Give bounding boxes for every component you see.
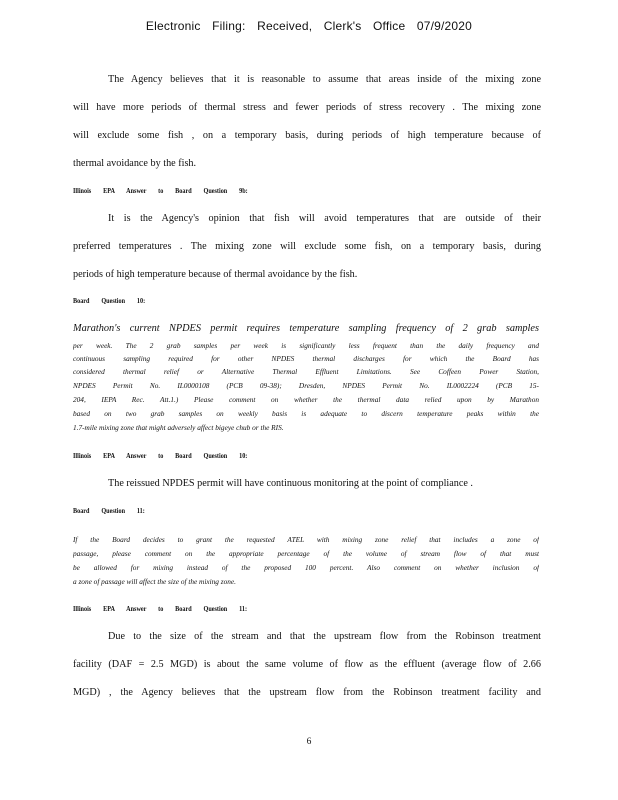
question-line: NPDES Permit No. IL0000108 (PCB 09-38); Dresden, NPDES Permit No. IL0002224 (PCB 15- — [73, 381, 539, 390]
paragraph-line: Due to the size of the stream and that the upstream flow from the Robinson treatment — [108, 631, 541, 642]
paragraph-line: The reissued NPDES permit will have continuous monitoring at the point of compliance . — [108, 478, 473, 489]
paragraph-line: facility (DAF = 2.5 MGD) is about the same volume of flow as the effluent (average flow of 2.66 — [73, 659, 541, 670]
paragraph-line: preferred temperatures . The mixing zone will exclude some fish, on a temporary basis, during — [73, 241, 541, 252]
question-line: Marathon's current NPDES permit requires temperature sampling frequency of 2 grab samples — [73, 323, 539, 334]
question-line: based on two grab samples on weekly basis is adequate to discern temperature peaks within the — [73, 409, 539, 418]
question-line: continuous sampling required for other NPDES thermal discharges for which the Board has — [73, 354, 539, 363]
question-line: be allowed for mixing instead of the proposed 100 percent. Also comment on whether inclusion of — [73, 563, 539, 572]
question-line: a zone of passage will affect the size of the mixing zone. — [73, 577, 236, 586]
question-line: If the Board decides to grant the requested ATEL with mixing zone relief that includes a zone of — [73, 535, 539, 544]
paragraph-line: will exclude some fish , on a temporary basis, during periods of high temperature because of — [73, 130, 541, 141]
question-line: per week. The 2 grab samples per week is significantly less frequent than the daily frequency and — [73, 341, 539, 350]
paragraph-line: thermal avoidance by the fish. — [73, 158, 197, 169]
page-number: 6 — [306, 737, 312, 747]
answer-label-11: Illinois EPA Answer to Board Question 11: — [73, 605, 248, 613]
filing-header: Electronic Filing: Received, Clerk's Office 07/9/2020 — [145, 19, 473, 33]
paragraph-line: The Agency believes that it is reasonable to assume that areas inside of the mixing zone — [108, 74, 541, 85]
paragraph-line: MGD) , the Agency believes that the upstream flow from the Robinson treatment facility and — [73, 687, 541, 698]
question-line: 204, IEPA Rec. Att.1.) Please comment on whether the thermal data relied upon by Marathon — [73, 395, 539, 404]
board-question-11-label: Board Question 11: — [73, 507, 145, 515]
paragraph-line: periods of high temperature because of thermal avoidance by the fish. — [73, 269, 358, 280]
answer-label-10: Illinois EPA Answer to Board Question 10: — [73, 452, 248, 460]
board-question-10-label: Board Question 10: — [73, 297, 146, 305]
paragraph-line: It is the Agency's opinion that fish will avoid temperatures that are outside of their — [108, 213, 541, 224]
question-line: considered thermal relief or Alternative Thermal Effluent Limitations. See Coffeen Power Station, — [73, 367, 539, 376]
answer-label-9b: Illinois EPA Answer to Board Question 9b: — [73, 187, 248, 195]
question-line: 1.7-mile mixing zone that might adversely affect bigeye chub or the RIS. — [73, 423, 284, 432]
paragraph-line: will have more periods of thermal stress and fewer periods of stress recovery . The mixing zone — [73, 102, 541, 113]
question-line: passage, please comment on the appropriate percentage of the volume of stream flow of that must — [73, 549, 539, 558]
